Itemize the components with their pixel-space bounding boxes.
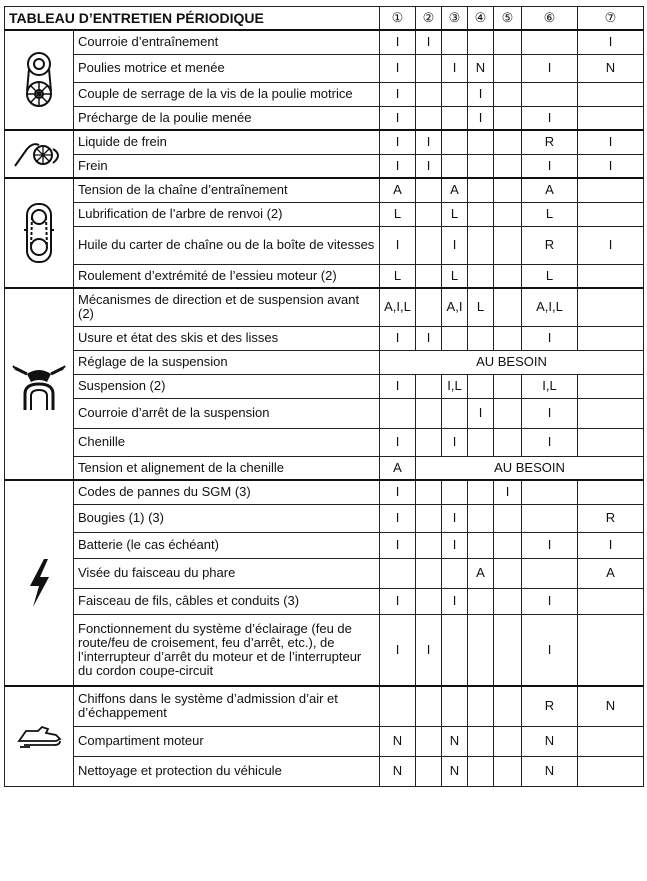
interval-cell: I <box>522 106 578 130</box>
column-header: ① <box>380 7 416 31</box>
interval-cell <box>442 154 468 178</box>
interval-cell <box>494 588 522 614</box>
interval-cell <box>416 82 442 106</box>
table-row <box>5 130 644 154</box>
interval-cell: I <box>522 532 578 558</box>
interval-cell: I <box>416 30 442 54</box>
task-label: Lubrification de l’arbre de renvoi (2) <box>74 202 380 226</box>
interval-cell: I <box>380 614 416 686</box>
interval-cell <box>578 726 644 756</box>
interval-cell <box>578 178 644 202</box>
task-label: Batterie (le cas échéant) <box>74 532 380 558</box>
interval-cell <box>522 558 578 588</box>
column-header: ③ <box>442 7 468 31</box>
interval-cell: I <box>494 480 522 504</box>
interval-cell <box>416 264 442 288</box>
task-label: Roulement d’extrémité de l’essieu moteur (2) <box>74 264 380 288</box>
interval-cell <box>442 30 468 54</box>
interval-cell: I <box>522 428 578 456</box>
interval-cell <box>442 326 468 350</box>
column-header: ④ <box>468 7 494 31</box>
interval-cell: L <box>522 202 578 226</box>
interval-span-cell: AU BESOIN <box>380 350 644 374</box>
interval-cell <box>578 428 644 456</box>
interval-cell <box>416 756 442 786</box>
interval-cell: I <box>522 154 578 178</box>
task-label: Faisceau de fils, câbles et conduits (3) <box>74 588 380 614</box>
interval-cell <box>468 226 494 264</box>
snowmobile-icon <box>5 686 74 786</box>
interval-cell <box>468 130 494 154</box>
interval-cell <box>494 178 522 202</box>
task-label: Frein <box>74 154 380 178</box>
interval-cell: L <box>380 264 416 288</box>
interval-cell <box>522 82 578 106</box>
column-header: ② <box>416 7 442 31</box>
table-row <box>5 326 644 350</box>
interval-cell: I <box>442 54 468 82</box>
table-row <box>5 106 644 130</box>
chaincase-icon <box>5 178 74 288</box>
task-label: Liquide de frein <box>74 130 380 154</box>
interval-cell <box>494 54 522 82</box>
interval-cell: I <box>380 54 416 82</box>
table-row <box>5 614 644 686</box>
table-row <box>5 154 644 178</box>
interval-cell: I <box>380 82 416 106</box>
interval-cell: L <box>380 202 416 226</box>
task-label: Usure et état des skis et des lisses <box>74 326 380 350</box>
task-label: Bougies (1) (3) <box>74 504 380 532</box>
interval-cell <box>494 82 522 106</box>
interval-cell <box>522 30 578 54</box>
interval-cell <box>578 82 644 106</box>
interval-cell <box>494 202 522 226</box>
task-label: Compartiment moteur <box>74 726 380 756</box>
task-label: Mécanismes de direction et de suspension avant (2) <box>74 288 380 326</box>
table-row <box>5 226 644 264</box>
interval-cell <box>494 154 522 178</box>
table-row <box>5 726 644 756</box>
interval-cell: I <box>416 154 442 178</box>
interval-cell: A <box>468 558 494 588</box>
task-label: Visée du faisceau du phare <box>74 558 380 588</box>
interval-cell: I <box>578 532 644 558</box>
task-label: Courroie d’arrêt de la suspension <box>74 398 380 428</box>
interval-cell <box>416 686 442 726</box>
interval-cell <box>416 558 442 588</box>
interval-cell: A <box>442 178 468 202</box>
interval-cell <box>494 264 522 288</box>
interval-cell <box>468 504 494 532</box>
interval-cell: I <box>380 130 416 154</box>
table-row <box>5 202 644 226</box>
interval-cell <box>578 264 644 288</box>
interval-cell: I <box>416 614 442 686</box>
interval-cell <box>468 756 494 786</box>
interval-cell: I <box>380 374 416 398</box>
interval-cell <box>468 686 494 726</box>
interval-cell <box>442 614 468 686</box>
interval-cell: I <box>468 398 494 428</box>
interval-cell: I <box>380 428 416 456</box>
interval-cell: I <box>380 504 416 532</box>
interval-cell: I <box>578 154 644 178</box>
task-label: Codes de pannes du SGM (3) <box>74 480 380 504</box>
interval-cell <box>416 504 442 532</box>
interval-cell: I <box>380 106 416 130</box>
task-label: Chenille <box>74 428 380 456</box>
interval-cell: I <box>522 614 578 686</box>
interval-cell: I,L <box>522 374 578 398</box>
table-row <box>5 480 644 504</box>
interval-cell: N <box>578 686 644 726</box>
interval-cell: A <box>522 178 578 202</box>
table-row <box>5 82 644 106</box>
interval-cell: I <box>442 504 468 532</box>
interval-cell: I <box>380 480 416 504</box>
interval-cell: I <box>380 30 416 54</box>
interval-cell <box>416 588 442 614</box>
interval-cell <box>416 374 442 398</box>
column-header: ⑥ <box>522 7 578 31</box>
table-row <box>5 532 644 558</box>
table-row <box>5 428 644 456</box>
interval-cell <box>522 480 578 504</box>
interval-cell: I <box>522 398 578 428</box>
interval-cell <box>468 202 494 226</box>
interval-cell: L <box>522 264 578 288</box>
suspension-icon <box>5 288 74 480</box>
interval-cell <box>468 326 494 350</box>
interval-cell <box>494 30 522 54</box>
interval-cell: I <box>522 588 578 614</box>
column-header: ⑤ <box>494 7 522 31</box>
interval-cell: I <box>578 130 644 154</box>
drive-clutch-icon <box>5 30 74 130</box>
interval-cell <box>416 106 442 130</box>
interval-cell: I <box>442 532 468 558</box>
interval-cell: I <box>380 226 416 264</box>
interval-cell <box>416 726 442 756</box>
interval-cell <box>494 756 522 786</box>
interval-cell <box>442 130 468 154</box>
interval-cell: N <box>578 54 644 82</box>
interval-cell <box>494 326 522 350</box>
table-header-row <box>5 7 644 31</box>
interval-cell <box>442 82 468 106</box>
interval-cell <box>578 588 644 614</box>
task-label: Fonctionnement du système d’éclairage (feu de route/feu de croisement, feu d’arrêt, etc.), de l’interrupteur d’arrêt du moteur et de l’interrupteur du cordon coupe-circuit <box>74 614 380 686</box>
interval-cell <box>494 130 522 154</box>
interval-cell: I <box>442 428 468 456</box>
interval-cell <box>468 428 494 456</box>
column-header: ⑦ <box>578 7 644 31</box>
task-label: Courroie d’entraînement <box>74 30 380 54</box>
interval-cell: I <box>442 588 468 614</box>
interval-cell <box>416 480 442 504</box>
interval-cell: I <box>380 532 416 558</box>
table-row <box>5 504 644 532</box>
task-label: Tension et alignement de la chenille <box>74 456 380 480</box>
interval-cell <box>442 480 468 504</box>
interval-cell: I <box>522 54 578 82</box>
interval-cell <box>416 54 442 82</box>
interval-cell <box>494 532 522 558</box>
interval-cell <box>494 288 522 326</box>
task-label: Couple de serrage de la vis de la poulie motrice <box>74 82 380 106</box>
interval-cell <box>468 588 494 614</box>
interval-cell: I <box>380 154 416 178</box>
interval-cell: I <box>442 226 468 264</box>
interval-cell <box>468 264 494 288</box>
task-label: Poulies motrice et menée <box>74 54 380 82</box>
interval-cell <box>578 326 644 350</box>
interval-cell <box>578 398 644 428</box>
table-row <box>5 398 644 428</box>
interval-cell <box>442 558 468 588</box>
task-label: Réglage de la suspension <box>74 350 380 374</box>
interval-cell <box>416 398 442 428</box>
interval-cell: I <box>578 226 644 264</box>
interval-cell <box>494 558 522 588</box>
interval-cell <box>468 614 494 686</box>
interval-cell <box>468 178 494 202</box>
interval-cell: N <box>442 726 468 756</box>
interval-cell: R <box>578 504 644 532</box>
interval-cell <box>468 726 494 756</box>
interval-cell <box>468 480 494 504</box>
table-row <box>5 54 644 82</box>
interval-cell <box>416 178 442 202</box>
interval-cell <box>578 614 644 686</box>
interval-cell: R <box>522 686 578 726</box>
interval-cell: N <box>380 726 416 756</box>
table-row <box>5 288 644 326</box>
interval-cell: I <box>380 588 416 614</box>
interval-cell <box>468 532 494 558</box>
interval-cell: I <box>416 130 442 154</box>
interval-cell <box>416 226 442 264</box>
interval-span-cell: AU BESOIN <box>416 456 644 480</box>
interval-cell: A,I <box>442 288 468 326</box>
interval-cell <box>494 614 522 686</box>
interval-cell <box>416 202 442 226</box>
interval-cell: N <box>442 756 468 786</box>
interval-cell <box>522 504 578 532</box>
interval-cell: N <box>522 756 578 786</box>
interval-cell: R <box>522 226 578 264</box>
table-row <box>5 756 644 786</box>
interval-cell <box>468 154 494 178</box>
task-label: Tension de la chaîne d’entraînement <box>74 178 380 202</box>
task-label: Chiffons dans le système d’admission d’air et d’échappement <box>74 686 380 726</box>
task-label: Suspension (2) <box>74 374 380 398</box>
interval-cell <box>416 428 442 456</box>
interval-cell: I <box>380 326 416 350</box>
interval-cell <box>416 288 442 326</box>
interval-cell <box>416 532 442 558</box>
interval-cell <box>380 398 416 428</box>
interval-cell: I <box>468 82 494 106</box>
table-row <box>5 178 644 202</box>
interval-cell <box>578 756 644 786</box>
interval-cell: R <box>522 130 578 154</box>
interval-cell: I <box>578 30 644 54</box>
interval-cell: L <box>468 288 494 326</box>
table-row <box>5 30 644 54</box>
interval-cell <box>442 106 468 130</box>
interval-cell <box>578 106 644 130</box>
interval-cell: A <box>578 558 644 588</box>
table-row <box>5 374 644 398</box>
interval-cell <box>578 288 644 326</box>
table-row <box>5 264 644 288</box>
table-title: TABLEAU D’ENTRETIEN PÉRIODIQUE <box>5 7 380 31</box>
interval-cell: A,I,L <box>522 288 578 326</box>
interval-cell: N <box>380 756 416 786</box>
task-label: Huile du carter de chaîne ou de la boîte de vitesses <box>74 226 380 264</box>
interval-cell <box>442 398 468 428</box>
interval-cell <box>494 428 522 456</box>
interval-cell <box>494 504 522 532</box>
interval-cell: I <box>416 326 442 350</box>
interval-cell <box>578 374 644 398</box>
interval-cell: L <box>442 264 468 288</box>
table-row <box>5 350 644 374</box>
interval-cell: N <box>522 726 578 756</box>
task-label: Précharge de la poulie menée <box>74 106 380 130</box>
interval-cell <box>494 726 522 756</box>
interval-cell <box>468 374 494 398</box>
interval-cell: I <box>522 326 578 350</box>
table-row <box>5 558 644 588</box>
table-row <box>5 456 644 480</box>
maintenance-schedule-table <box>4 6 644 787</box>
interval-cell <box>442 686 468 726</box>
interval-cell: A <box>380 178 416 202</box>
interval-cell <box>578 480 644 504</box>
table-row <box>5 686 644 726</box>
interval-cell <box>380 558 416 588</box>
electrical-icon <box>5 480 74 686</box>
interval-cell <box>494 106 522 130</box>
interval-cell <box>494 398 522 428</box>
brake-icon <box>5 130 74 178</box>
interval-cell <box>494 226 522 264</box>
interval-cell: A,I,L <box>380 288 416 326</box>
interval-cell <box>494 686 522 726</box>
interval-cell <box>468 30 494 54</box>
interval-cell: I,L <box>442 374 468 398</box>
task-label: Nettoyage et protection du véhicule <box>74 756 380 786</box>
table-row <box>5 588 644 614</box>
interval-cell: A <box>380 456 416 480</box>
interval-cell: I <box>468 106 494 130</box>
interval-cell: L <box>442 202 468 226</box>
interval-cell <box>578 202 644 226</box>
interval-cell <box>494 374 522 398</box>
interval-cell: N <box>468 54 494 82</box>
interval-cell <box>380 686 416 726</box>
